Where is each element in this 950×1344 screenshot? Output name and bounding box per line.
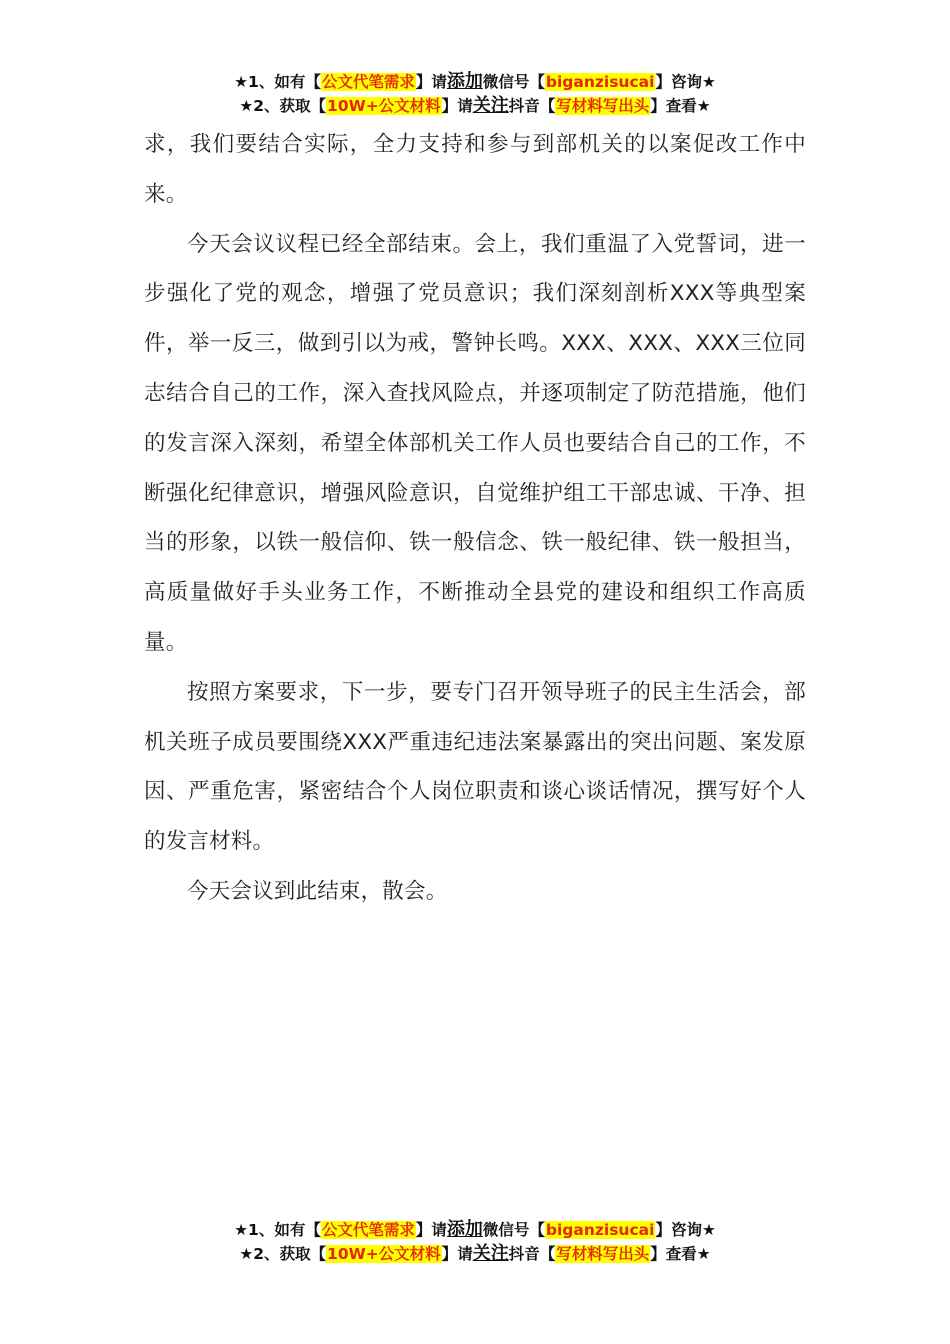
banner-text: 】咨询★ <box>655 73 716 91</box>
banner-text: 】查看★ <box>650 97 711 115</box>
banner-text: 抖音【 <box>508 1245 556 1263</box>
emphasis-add: 添加 <box>446 71 483 92</box>
document-body <box>144 120 806 917</box>
highlight-wechat-id: biganzisucai <box>545 73 655 91</box>
banner-text: 】咨询★ <box>655 1221 716 1239</box>
footer-banner <box>0 1218 950 1266</box>
banner-text: 抖音【 <box>508 97 556 115</box>
banner-line-2 <box>0 94 950 118</box>
banner-text: ★2、获取【 <box>239 97 327 115</box>
emphasis-follow: 关注 <box>472 1243 509 1264</box>
banner-text: ★1、如有【 <box>234 1221 321 1239</box>
banner-text: 微信号【 <box>482 73 545 91</box>
emphasis-follow: 关注 <box>472 95 509 116</box>
paragraph-meeting-summary: 今天会议议程已经全部结束。会上，我们重温了入党誓词，进一步强化了党的观念，增强了党员意识；我们深刻剖析XXX等典型案件，举一反三，做到引以为戒，警钟长鸣。XXX、XXX、XXX三位同志结合自己的工作，深入查找风险点，并逐项制定了防范措施，他们的发言深入深刻，希望全体部机关工作人员也要结合自己的工作，不断强化纪律意识，增强风险意识，自觉维护组工干部忠诚、干净、担当的形象，以铁一般信仰、铁一般信念、铁一般纪律、铁一般担当，高质量做好手头业务工作，不断推动全县党的建设和组织工作高质量。 <box>144 231 806 655</box>
highlight-service: 公文代笔需求 <box>321 1221 415 1239</box>
banner-text: ★2、获取【 <box>239 1245 327 1263</box>
highlight-douyin-id: 写材料写出头 <box>556 1245 650 1263</box>
paragraph-next-steps: 按照方案要求，下一步，要专门召开领导班子的民主生活会，部机关班子成员要围绕XXX严重违纪违法案暴露出的突出问题、案发原因、严重危害，紧密结合个人岗位职责和谈心谈话情况，撰写好个人的发言材料。 <box>144 679 806 855</box>
highlight-douyin-id: 写材料写出头 <box>556 97 650 115</box>
paragraph-continuation: 求，我们要结合实际，全力支持和参与到部机关的以案促改工作中来。 <box>144 132 806 207</box>
banner-line-1 <box>0 70 950 94</box>
header-banner <box>0 70 950 118</box>
banner-text: 】请 <box>441 1245 473 1263</box>
banner-text: 】请 <box>415 73 447 91</box>
emphasis-add: 添加 <box>446 1219 483 1240</box>
paragraph-closing: 今天会议到此结束，散会。 <box>187 878 448 904</box>
banner-text: 】查看★ <box>650 1245 711 1263</box>
banner-line-1 <box>0 1218 950 1242</box>
banner-text: 】请 <box>441 97 473 115</box>
highlight-service: 公文代笔需求 <box>321 73 415 91</box>
banner-text: 微信号【 <box>482 1221 545 1239</box>
banner-line-2 <box>0 1242 950 1266</box>
highlight-wechat-id: biganzisucai <box>545 1221 655 1239</box>
banner-text: ★1、如有【 <box>234 73 321 91</box>
highlight-materials: 10W+公文材料 <box>327 1245 441 1263</box>
highlight-materials: 10W+公文材料 <box>327 97 441 115</box>
banner-text: 】请 <box>415 1221 447 1239</box>
